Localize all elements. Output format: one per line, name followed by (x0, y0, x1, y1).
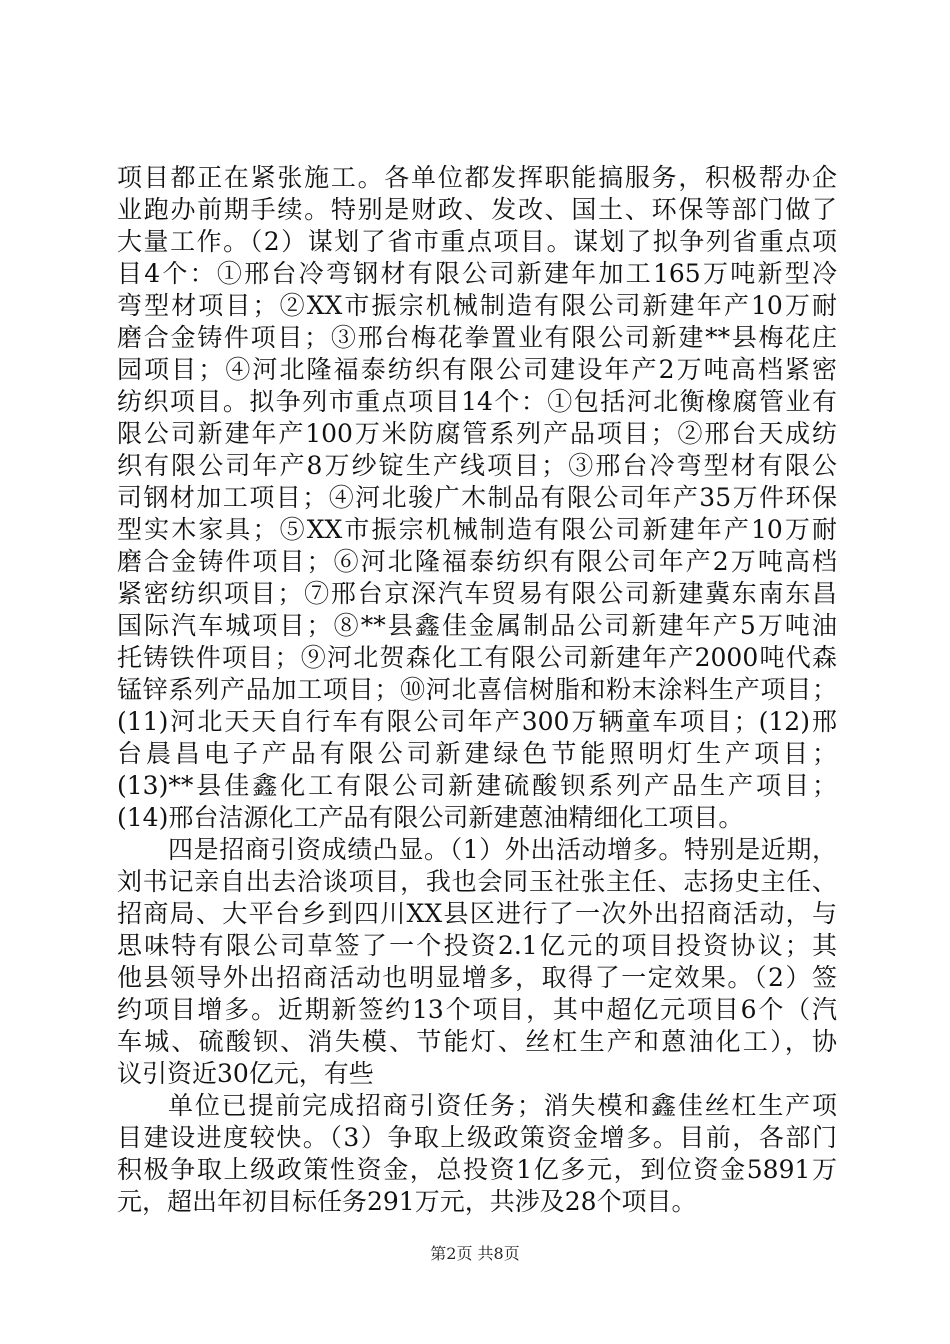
text-line: 磨合金铸件项目；⑥河北隆福泰纺织有限公司年产2万吨高档 (117, 547, 837, 576)
text-line: 司钢材加工项目；④河北骏广木制品有限公司年产35万件环保 (117, 483, 837, 512)
text-line: 他县领导外出招商活动也明显增多，取得了一定效果。（2）签 (117, 963, 837, 992)
text-line: 目4个：①邢台冷弯钢材有限公司新建年加工165万吨新型冷 (117, 259, 837, 288)
page-number-footer: 第2页 共8页 (430, 1244, 520, 1263)
text-line: 目建设进度较快。（3）争取上级政策资金增多。目前，各部门 (117, 1123, 837, 1152)
text-line: 型实木家具；⑤XX市振宗机械制造有限公司新建年产10万耐 (117, 515, 837, 544)
paragraph-start-line: 四是招商引资成绩凸显。（1）外出活动增多。特别是近期， (168, 835, 837, 864)
text-line: 纺织项目。拟争列市重点项目14个：①包括河北衡橡腐管业有 (117, 387, 837, 416)
text-line: (11)河北天天自行车有限公司年产300万辆童车项目；(12)邢 (117, 707, 837, 736)
text-line: 招商局、大平台乡到四川XX县区进行了一次外出招商活动，与 (117, 899, 837, 928)
text-line: 积极争取上级政策性资金，总投资1亿多元，到位资金5891万 (117, 1155, 837, 1184)
text-line: 大量工作。（2）谋划了省市重点项目。谋划了拟争列省重点项 (117, 227, 837, 256)
text-line: 刘书记亲自出去洽谈项目，我也会同玉社张主任、志扬史主任、 (117, 867, 837, 896)
text-line: 锰锌系列产品加工项目；⑩河北喜信树脂和粉末涂料生产项目； (117, 675, 837, 704)
text-line: 磨合金铸件项目；③邢台梅花拳置业有限公司新建**县梅花庄 (117, 323, 837, 352)
paragraph-start-line: 单位已提前完成招商引资任务；消失模和鑫佳丝杠生产项 (168, 1091, 837, 1120)
text-line: 限公司新建年产100万米防腐管系列产品项目；②邢台天成纺 (117, 419, 837, 448)
text-line: 国际汽车城项目；⑧**县鑫佳金属制品公司新建年产5万吨油 (117, 611, 837, 640)
text-line: 思味特有限公司草签了一个投资2.1亿元的项目投资协议；其 (117, 931, 837, 960)
text-line: 业跑办前期手续。特别是财政、发改、国土、环保等部门做了 (117, 195, 837, 224)
text-line: 约项目增多。近期新签约13个项目，其中超亿元项目6个（汽 (117, 995, 837, 1024)
text-line: (14)邢台洁源化工产品有限公司新建蒽油精细化工项目。 (117, 803, 744, 832)
text-line: 项目都正在紧张施工。各单位都发挥职能搞服务，积极帮办企 (117, 163, 837, 192)
text-line: 车城、硫酸钡、消失模、节能灯、丝杠生产和蒽油化工），协 (117, 1027, 837, 1056)
text-line: 托铸铁件项目；⑨河北贺森化工有限公司新建年产2000吨代森 (117, 643, 837, 672)
text-line: 弯型材项目；②XX市振宗机械制造有限公司新建年产10万耐 (117, 291, 837, 320)
text-line: (13)**县佳鑫化工有限公司新建硫酸钡系列产品生产项目； (117, 771, 837, 800)
text-line: 元，超出年初目标任务291万元，共涉及28个项目。 (117, 1187, 697, 1216)
text-line: 园项目；④河北隆福泰纺织有限公司建设年产2万吨高档紧密 (117, 355, 837, 384)
text-line: 紧密纺织项目；⑦邢台京深汽车贸易有限公司新建冀东南东昌 (117, 579, 837, 608)
text-line: 织有限公司年产8万纱锭生产线项目；③邢台冷弯型材有限公 (117, 451, 837, 480)
text-line: 台晨昌电子产品有限公司新建绿色节能照明灯生产项目； (117, 739, 837, 768)
text-line: 议引资近30亿元，有些 (117, 1059, 374, 1088)
